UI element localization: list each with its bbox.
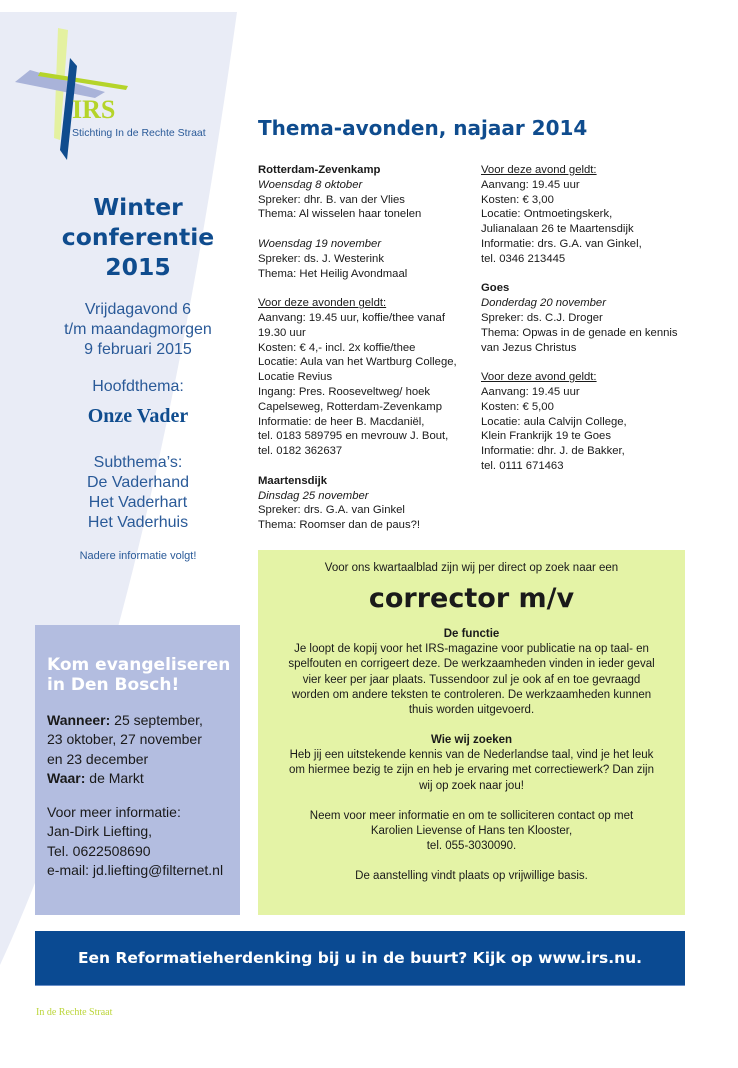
vacancy-role: corrector m/v <box>368 583 575 614</box>
text-line <box>258 642 685 657</box>
line-text: Maartensdijk <box>258 474 328 487</box>
line-text: Woensdag 8 oktober <box>258 178 363 191</box>
line-text: van Jezus Christus <box>481 341 577 354</box>
line-text: Locatie: aula Calvijn College, <box>481 415 627 428</box>
text-line <box>258 779 685 794</box>
line-text: Spreker: ds. J. Westerink <box>258 252 384 265</box>
text-line <box>258 809 685 824</box>
text-line <box>258 415 457 430</box>
conference-note: Nadere informatie volgt! <box>79 550 197 562</box>
text-line <box>258 370 457 385</box>
line-text: Informatie: drs. G.A. van Ginkel, <box>481 237 642 250</box>
line-text: spelfouten en corrigeert deze. De werkzaamheden vinden in ieder geval <box>288 658 655 671</box>
logo-tagline: Stichting In de Rechte Straat <box>72 127 206 139</box>
text-line <box>258 267 457 282</box>
text-line <box>258 688 685 703</box>
main-theme-label: Hoofdthema: <box>92 378 184 395</box>
subthemes <box>30 453 246 533</box>
line-text: om hiermee bezig te zijn en heb je ervaring met correctiewerk? Dan zijn <box>289 764 654 777</box>
line-text: Je loopt de kopij voor het IRS-magazine voor publicatie na op taal- en <box>294 643 649 656</box>
text-line <box>258 503 457 518</box>
line-text: Kosten: € 3,00 <box>481 193 554 206</box>
line-text: De aanstelling vindt plaats op vrijwillige basis. <box>355 870 588 883</box>
line-text: Spreker: dhr. B. van der Vlies <box>258 193 405 206</box>
line-text: Aanvang: 19.45 uur, koffie/thee vanaf <box>258 311 445 324</box>
line-text: Kosten: € 4,- incl. 2x koffie/thee <box>258 341 416 354</box>
line-text: Voor meer informatie: <box>47 803 181 820</box>
text-line <box>258 193 457 208</box>
text-line <box>258 296 457 311</box>
text-line <box>258 207 457 222</box>
line-label: Wanneer: <box>47 712 111 728</box>
line-text: Spreker: drs. G.A. van Ginkel <box>258 504 405 517</box>
text-line <box>481 296 678 311</box>
text-line <box>481 311 678 326</box>
text-line: t/m maandagmorgen <box>64 321 212 338</box>
line-text: Karolien Lievense of Hans ten Klooster, <box>370 824 573 837</box>
text-line <box>258 824 685 839</box>
text-line <box>258 429 457 444</box>
evangelism-title <box>47 655 230 695</box>
line-text: Thema: Roomser dan de paus?! <box>258 519 421 532</box>
text-line <box>481 163 678 178</box>
line-text: Kosten: € 5,00 <box>481 400 554 413</box>
line-text: 19.30 uur <box>258 326 306 339</box>
line-text: de Markt <box>85 769 144 786</box>
text-line <box>481 444 678 459</box>
text-line: 9 februari 2015 <box>84 341 192 358</box>
line-text: Thema: Het Heilig Avondmaal <box>258 267 408 280</box>
text-line <box>258 854 685 869</box>
line-text: De functie <box>443 628 500 640</box>
text-line <box>47 730 223 749</box>
banner-text[interactable]: Een Reformatieherdenking bij u in de buurt? Kijk op www.irs.nu. <box>77 949 643 967</box>
text-line <box>481 385 678 400</box>
text-line <box>258 794 685 809</box>
line-text: Donderdag 20 november <box>481 297 606 310</box>
text-line <box>258 178 457 193</box>
conference-dates <box>30 300 246 360</box>
text-line <box>47 803 223 822</box>
text-line <box>258 489 457 504</box>
text-line <box>481 341 678 356</box>
text-line <box>258 703 685 718</box>
line-text: thuis worden uitgevoerd. <box>408 704 535 717</box>
line-text: wij op zoek naar jou! <box>419 779 524 792</box>
line-text: Rotterdam-Zevenkamp <box>258 164 381 176</box>
text-line <box>258 222 457 237</box>
line-text: Locatie Revius <box>258 371 333 384</box>
text-line <box>258 237 457 252</box>
text-line <box>47 711 223 730</box>
text-line <box>481 459 678 474</box>
line-text: 25 september, <box>110 712 203 728</box>
line-text: Spreker: ds. C.J. Droger <box>481 311 603 324</box>
vacancy-box <box>258 550 685 915</box>
text-line <box>258 474 457 489</box>
line-text: Informatie: de heer B. Macdaniël, <box>258 415 425 428</box>
evenings-title: Thema-avonden, najaar 2014 <box>258 116 588 140</box>
text-line <box>258 627 685 642</box>
line-text: Thema: Al wisselen haar tonelen <box>258 208 422 221</box>
text-line <box>258 281 457 296</box>
line-text: Voor deze avonden geldt: <box>258 297 387 310</box>
line-text: Wie wij zoeken <box>430 734 513 747</box>
text-line <box>258 518 457 533</box>
text-line <box>258 763 685 778</box>
line-text: tel. 0182 362637 <box>258 445 343 458</box>
main-theme: Onze Vader <box>87 405 189 427</box>
text-line <box>258 355 457 370</box>
line-text: Informatie: dhr. J. de Bakker, <box>481 445 625 458</box>
line-text: Thema: Opwas in de genade en kennis <box>481 326 678 339</box>
text-line <box>481 326 678 341</box>
text-line <box>47 769 223 788</box>
text-line: Kom evangeliseren <box>47 655 231 675</box>
text-line: Subthema’s: <box>93 454 183 471</box>
line-text: Neem voor meer informatie en om te solliciteren contact op met <box>309 809 634 822</box>
evangelism-box <box>35 625 240 915</box>
text-line <box>481 415 678 430</box>
evenings-column-2 <box>481 163 678 474</box>
text-line <box>481 252 678 267</box>
text-line: 2015 <box>105 253 171 281</box>
text-line <box>481 207 678 222</box>
text-line <box>481 222 678 237</box>
text-line <box>258 657 685 672</box>
logo-wordmark: IRS <box>72 95 116 124</box>
text-line <box>258 385 457 400</box>
text-line <box>258 733 685 748</box>
line-text: Locatie: Aula van het Wartburg College, <box>258 356 457 369</box>
text-line <box>258 311 457 326</box>
text-line <box>258 839 685 854</box>
text-line <box>258 869 685 884</box>
line-text: tel. 0183 589795 en mevrouw J. Bout, <box>258 430 449 443</box>
line-text: vier keer per jaar plaats. Tussendoor zul je ook af en toe gevraagd <box>302 673 641 686</box>
text-line <box>481 178 678 193</box>
irs-logo <box>10 20 220 160</box>
text-line <box>258 748 685 763</box>
text-line <box>47 788 223 803</box>
text-line <box>481 400 678 415</box>
text-line <box>258 444 457 459</box>
text-line <box>47 842 223 861</box>
text-line: Het Vaderhuis <box>87 514 189 531</box>
reformation-banner[interactable] <box>35 931 685 986</box>
line-text: Aanvang: 19.45 uur <box>481 385 580 398</box>
line-text: tel. 0111 671463 <box>481 459 564 472</box>
text-line <box>47 750 223 769</box>
line-text: 23 oktober, 27 november <box>47 731 202 748</box>
line-text: en 23 december <box>47 750 149 767</box>
text-line: Vrijdagavond 6 <box>84 301 192 318</box>
text-line <box>47 822 223 841</box>
text-line: conferentie <box>61 223 215 251</box>
line-text: Voor deze avond geldt: <box>481 371 597 384</box>
evangelism-details <box>47 711 223 880</box>
text-line <box>481 267 678 282</box>
line-text: worden om andere teksten te controleren. De werkzaamheden kunnen <box>291 688 652 701</box>
text-line <box>47 861 223 880</box>
text-line: Winter <box>93 193 183 221</box>
line-text: tel. 055-3030090. <box>426 840 517 853</box>
line-text: Klein Frankrijk 19 te Goes <box>481 430 611 443</box>
line-text: Goes <box>481 282 510 295</box>
text-line <box>258 400 457 415</box>
text-line <box>481 429 678 444</box>
text-line <box>481 370 678 385</box>
footer-publication-name: In de Rechte Straat <box>36 1007 113 1018</box>
text-line <box>258 326 457 341</box>
text-line <box>481 193 678 208</box>
line-label: Waar: <box>47 769 86 786</box>
line-text: Dinsdag 25 november <box>258 489 369 502</box>
text-line <box>258 673 685 688</box>
vacancy-body <box>258 627 685 884</box>
text-line <box>481 237 678 252</box>
line-text: Capelseweg, Rotterdam-Zevenkamp <box>258 400 442 413</box>
text-line <box>258 718 685 733</box>
line-text: Ingang: Pres. Rooseveltweg/ hoek <box>258 385 431 398</box>
text-line <box>258 341 457 356</box>
line-text: Locatie: Ontmoetingskerk, <box>481 208 613 221</box>
text-line <box>481 281 678 296</box>
text-line <box>258 252 457 267</box>
line-text: Tel. 0622508690 <box>47 842 151 859</box>
line-text: e-mail: jd.liefting@filternet.nl <box>47 861 224 878</box>
line-text: Woensdag 19 november <box>258 237 382 250</box>
text-line <box>258 163 457 178</box>
evenings-column-1 <box>258 163 457 533</box>
line-text: Aanvang: 19.45 uur <box>481 178 580 191</box>
line-text: Jan-Dirk Liefting, <box>47 823 153 840</box>
line-text: Julianalaan 26 te Maartensdijk <box>481 223 634 236</box>
text-line: Het Vaderhart <box>88 494 188 511</box>
line-text: tel. 0346 213445 <box>481 252 566 265</box>
text-line: De Vaderhand <box>87 474 189 491</box>
text-line <box>258 459 457 474</box>
text-line <box>481 355 678 370</box>
line-text: Voor deze avond geldt: <box>481 164 597 176</box>
line-text: Heb jij een uitstekende kennis van de Nederlandse taal, vind je het leuk <box>289 749 654 762</box>
conference-title <box>30 192 246 282</box>
vacancy-intro: Voor ons kwartaalblad zijn wij per direct op zoek naar een <box>324 562 619 574</box>
text-line: in Den Bosch! <box>47 675 180 695</box>
